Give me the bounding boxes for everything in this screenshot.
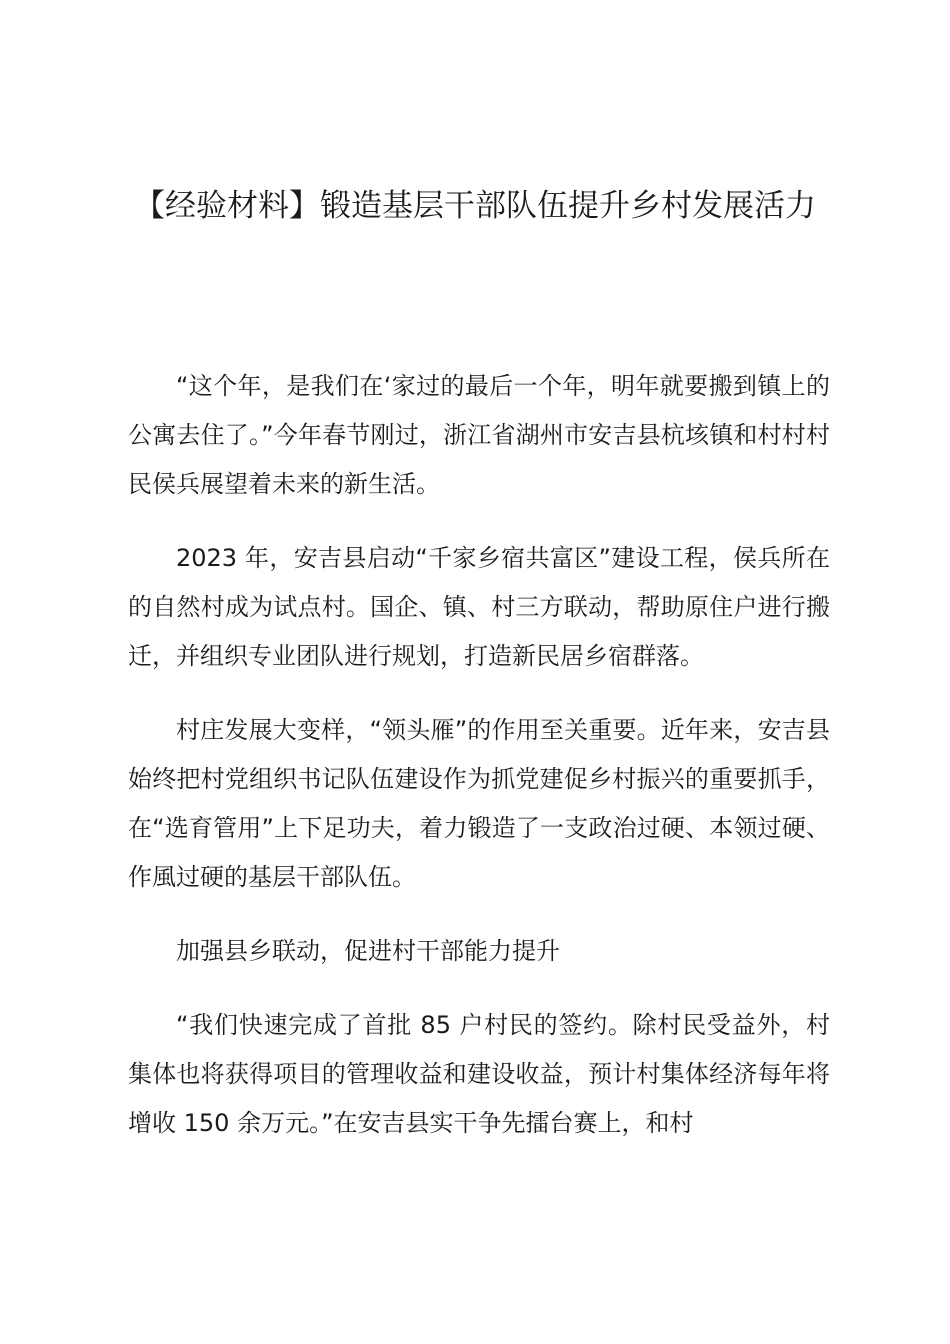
paragraph-1: “这个年，是我们在‘家过的最后一个年，明年就要搬到镇上的公寓去住了。”今年春节刚过，浙江省湖州市安吉县杭垓镇和村村村民侯兵展望着未来的新生活。: [128, 372, 830, 498]
paragraph-2: 2023 年，安吉县启动“千家乡宿共富区”建设工程，侯兵所在的自然村成为试点村。国企、镇、村三方联动，帮助原住户进行搬迁，并组织专业团队进行规划，打造新民居乡宿群落。: [128, 544, 830, 670]
section-heading: 加强县乡联动，促进村干部能力提升: [176, 937, 560, 965]
paragraph-4: “我们快速完成了首批 85 户村民的签约。除村民受益外，村集体也将获得项目的管理收益和建设收益，预计村集体经济每年将增收 150 余万元。”在安吉县实干争先擂台赛上，和村: [128, 1011, 830, 1137]
document-title: 【经验材料】锻造基层干部队伍提升乡村发展活力: [134, 188, 816, 224]
document-body: [128, 362, 830, 1173]
paragraph-3: 村庄发展大变样，“领头雁”的作用至关重要。近年来，安吉县始终把村党组织书记队伍建设作为抓党建促乡村振兴的重要抓手，在“选育管用”上下足功夫，着力锻造了一支政治过硬、本领过硬、作風过硬的基层干部队伍。: [128, 716, 830, 891]
